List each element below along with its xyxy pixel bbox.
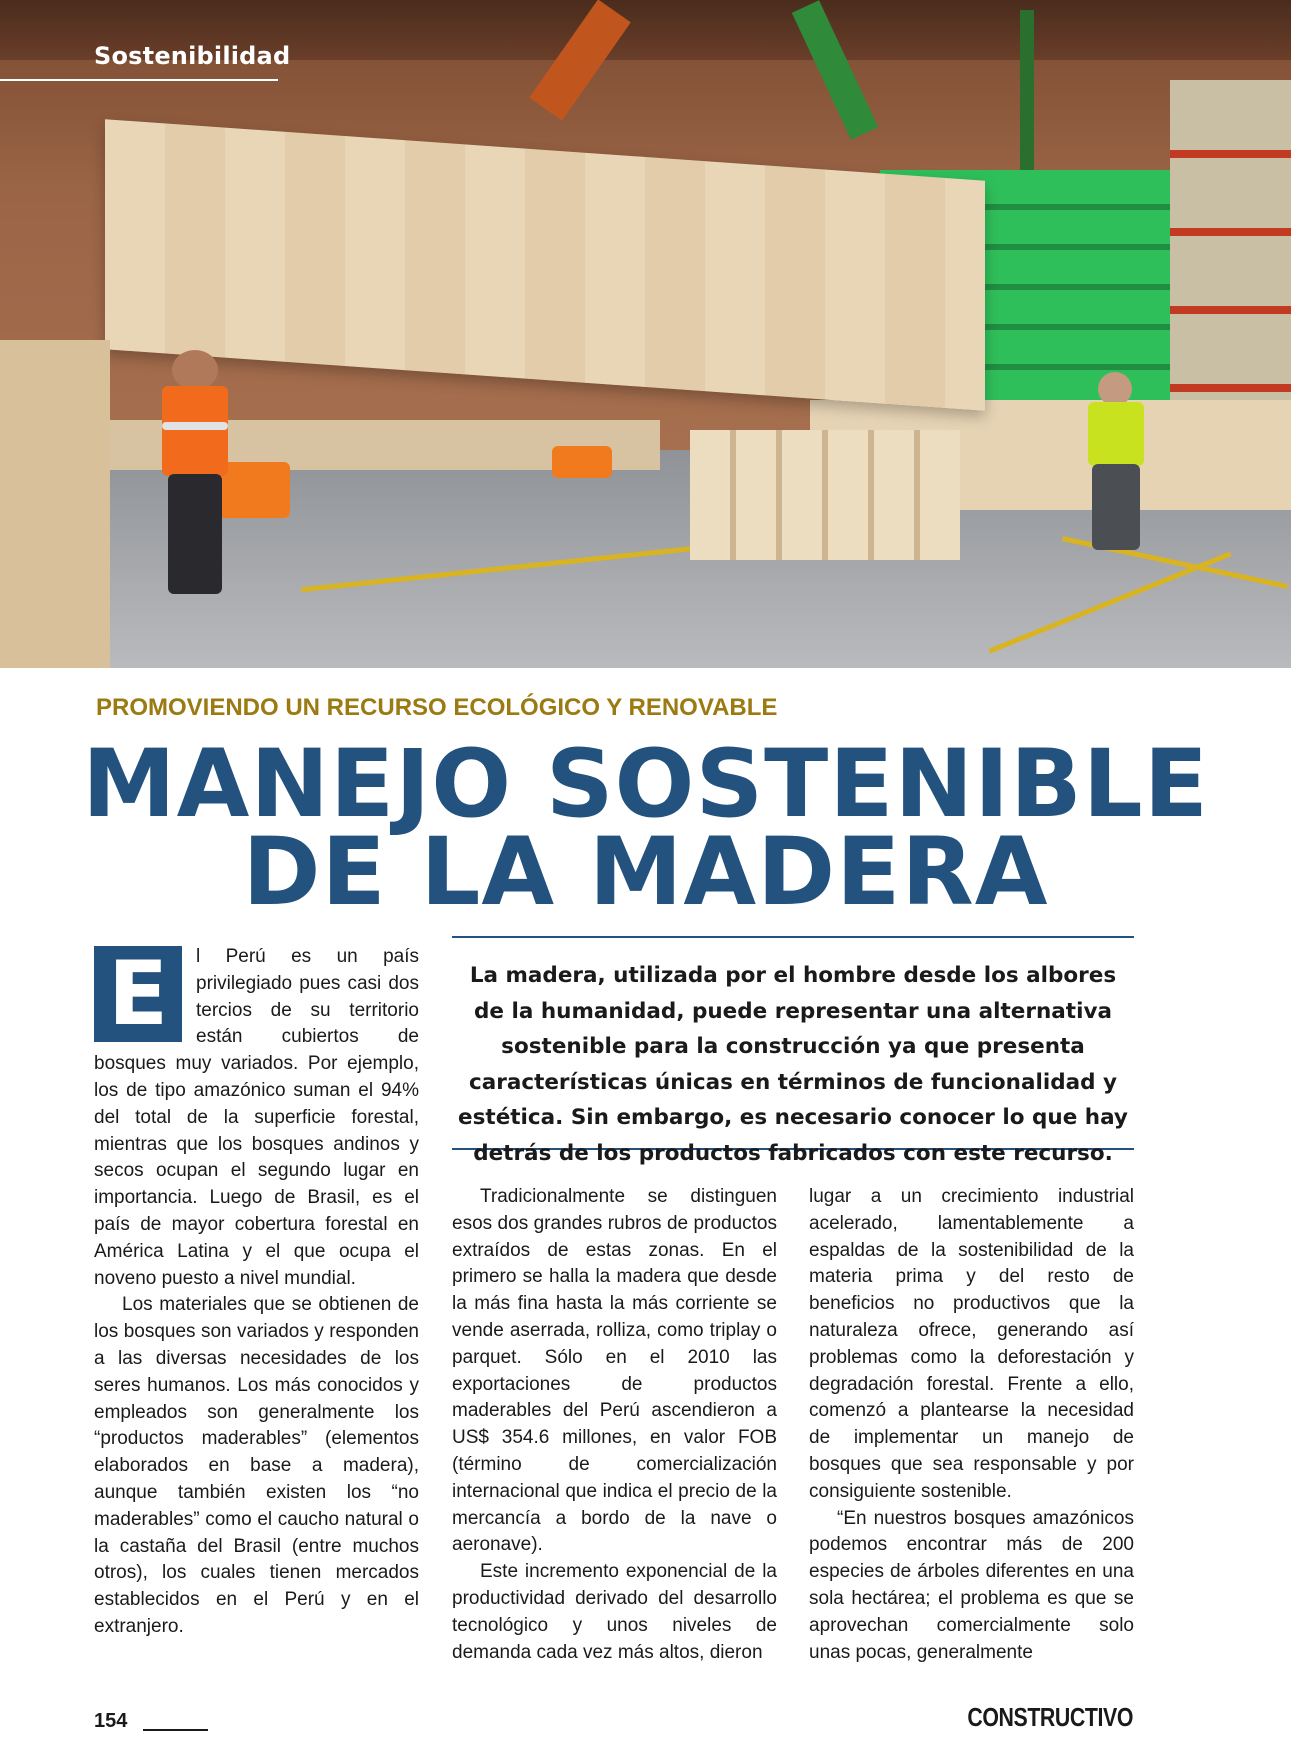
- magazine-logo: CONSTRUCTIVO: [967, 1702, 1133, 1732]
- hero-photo: [0, 0, 1291, 668]
- section-label: Sostenibilidad: [94, 42, 291, 70]
- article-title-line2: DE LA MADERA: [242, 818, 1049, 927]
- lead-box: [452, 936, 1134, 1166]
- article-kicker: PROMOVIENDO UN RECURSO ECOLÓGICO Y RENOVABLE: [96, 694, 778, 721]
- col1-paragraph-2: Los materiales que se obtienen de los bosques son variados y responden a las diversas necesidades de los seres humanos. Los más conocidos y empleados son generalmente los “productos maderables” (elementos elaborados en base a madera), aunque también existen los “no maderables” como el caucho natural o la castaña del Brasil (entre muchos otros), los cuales tienen mercados establecidos en el Perú y en el extranjero.: [94, 1294, 419, 1637]
- article-title-line1: MANEJO SOSTENIBLE: [82, 730, 1209, 839]
- col2-paragraph-1: Tradicionalmente se distinguen esos dos grandes rubros de productos extraídos de estas zonas. En el primero se halla la madera que desde la más fina hasta la más corriente se vende aserrada, rolliza, como triplay o parquet. Sólo en el 2010 las exportaciones de productos maderables del Perú ascendieron a US$ 354.6 millones, en valor FOB (término de comercialización internacional que indica el precio de la mercancía a bordo de la nave o aeronave).: [452, 1186, 777, 1556]
- body-column-3: [809, 1184, 1134, 1666]
- col3-paragraph-1: lugar a un crecimiento industrial acelerado, lamentablemente a espaldas de la sostenibilidad de la materia prima y del resto de beneficios no productivos que la naturaleza ofrece, generando así problemas como la deforestación y degradación forestal. Frente a ello, comenzó a plantearse la necesidad de implementar un manejo de bosques que sea responsable y por consiguiente sostenible.: [809, 1186, 1134, 1502]
- page-number-rule: [143, 1729, 208, 1731]
- drop-cap: E: [94, 946, 182, 1042]
- page-number: 154: [94, 1710, 128, 1732]
- col2-paragraph-2: Este incremento exponencial de la productividad derivado del desarrollo tecnológico y unos niveles de demanda cada vez más altos, dieron: [452, 1561, 777, 1663]
- col3-paragraph-2: “En nuestros bosques amazónicos podemos encontrar más de 200 especies de árboles diferentes en una sola hectárea; el problema es que se aprovechan comercialmente solo unas pocas, generalmente: [809, 1507, 1134, 1663]
- section-rule: [0, 79, 278, 81]
- body-column-1: [94, 944, 419, 1641]
- body-column-2: [452, 1184, 777, 1666]
- lead-text: La madera, utilizada por el hombre desde los albores de la humanidad, puede representar una alternativa sostenible para la construcción ya que presenta características únicas en términos de funcionalidad y estética. Sin embargo, es necesario conocer lo que hay detrás de los productos fabricados con este recurso.: [458, 963, 1128, 1166]
- col1-paragraph-1: l Perú es un país privilegiado pues casi dos tercios de su territorio están cubiertos de bosques muy variados. Por ejemplo, los de tipo amazónico suman el 94% del total de la superficie forestal, mientras que los bosques andinos y secos ocupan el segundo lugar en importancia. Luego de Brasil, es el país de mayor cobertura forestal en América Latina y el que ocupa el noveno puesto a nivel mundial.: [94, 946, 419, 1289]
